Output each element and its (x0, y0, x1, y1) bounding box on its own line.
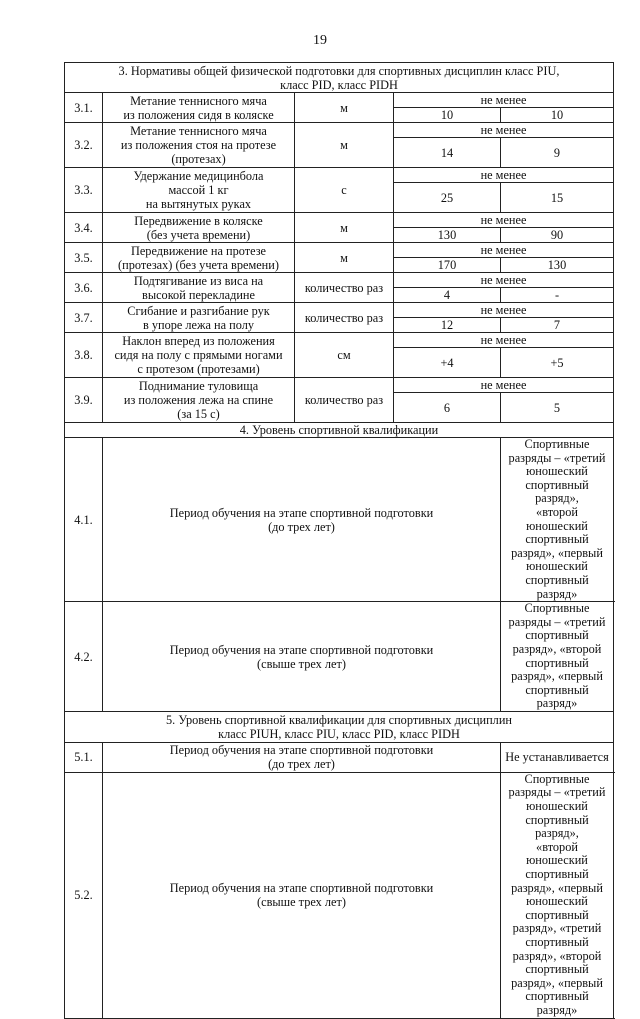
value-2: 7 (501, 318, 614, 333)
value-2: 130 (501, 258, 614, 273)
qualification-requirement-line: спортивный разряд», «второй (512, 628, 602, 656)
exercise-name-line: Передвижение на протезе (130, 243, 267, 258)
section-5-header-title: класс PIUH, класс PIU, класс PID, класс PIDH (218, 726, 460, 741)
training-period (103, 602, 501, 712)
qualification-requirement-line: «второй юношеский спортивный (525, 504, 589, 547)
exercise-name-line: высокой перекладине (142, 287, 255, 302)
norm-row (65, 273, 614, 288)
page-number: 19 (313, 33, 327, 48)
exercise-name-line: (без учета времени) (146, 227, 251, 242)
condition: не менее (394, 93, 614, 108)
condition: не менее (394, 273, 614, 288)
training-period-line: Период обучения на этапе спортивной подготовки (169, 881, 434, 896)
qualification-requirement (501, 602, 614, 712)
exercise-name-line: из положения лежа на спине (123, 393, 274, 407)
row-number: 4.2. (65, 602, 103, 712)
qualification-row (65, 602, 614, 712)
unit: количество раз (295, 303, 394, 333)
exercise-name-line: на вытянутых руках (145, 197, 252, 211)
value-2: 10 (501, 108, 614, 123)
unit: м (295, 123, 394, 168)
qualification-row (65, 772, 614, 1018)
exercise-name-line: Подтягивание из виса на (133, 273, 264, 288)
training-period-line: (свыше трех лет) (257, 895, 346, 910)
exercise-name-line: из положения стоя на протезе (120, 138, 277, 152)
condition: не менее (394, 378, 614, 393)
row-number: 3.1. (65, 93, 103, 123)
row-number: 3.2. (65, 123, 103, 168)
exercise-name-line: Поднимание туловища (138, 379, 259, 393)
qualification-requirement-line: спортивный разряд», «первый (511, 962, 603, 990)
condition: не менее (394, 303, 614, 318)
exercise-name-line: (за 15 с) (177, 407, 220, 421)
exercise-name-line: с протезом (протезами) (137, 362, 260, 376)
norm-row (65, 123, 614, 138)
row-number: 3.4. (65, 213, 103, 243)
section-5-header-cell (65, 711, 614, 742)
exercise-name-line: Передвижение в коляске (134, 213, 263, 228)
unit: см (295, 333, 394, 378)
row-number: 3.6. (65, 273, 103, 303)
exercise-name-line: Наклон вперед из положения (122, 334, 275, 348)
row-number: 3.5. (65, 243, 103, 273)
exercise-name (103, 168, 295, 213)
exercise-name-line: Метание теннисного мяча (130, 124, 267, 138)
qualification-requirement-line: Спортивные разряды – «третий (508, 601, 606, 629)
qualification-requirement-line: разряд», «первый юношеский (511, 880, 603, 909)
exercise-name (103, 93, 295, 123)
qualification-requirement-line: спортивный разряд» (525, 989, 589, 1017)
exercise-name-line: (протезах) (171, 152, 226, 166)
training-period-line: (до трех лет) (268, 519, 335, 534)
qualification-requirement-line: разряд», «первый юношеский (511, 545, 603, 574)
condition: не менее (394, 243, 614, 258)
value-2: 90 (501, 228, 614, 243)
unit: м (295, 93, 394, 123)
qualification-requirement (501, 438, 614, 602)
qualification-requirement-line: спортивный разряд» (525, 572, 589, 601)
qualification-requirement-line: Не устанавливается (505, 749, 609, 764)
qualification-requirement-line: «второй юношеский спортивный (525, 839, 589, 882)
unit: количество раз (295, 273, 394, 303)
exercise-name (103, 243, 295, 273)
qualification-requirement-line: юношеский спортивный разряд», (525, 464, 589, 506)
condition: не менее (394, 123, 614, 138)
value-1: 4 (394, 288, 501, 303)
value-1: 12 (394, 318, 501, 333)
value-2: - (501, 288, 614, 303)
exercise-name (103, 378, 295, 423)
norm-row (65, 213, 614, 228)
exercise-name-line: Удержание медицинбола (133, 169, 264, 183)
exercise-name (103, 333, 295, 378)
value-1: 170 (394, 258, 501, 273)
qualification-requirement-line: Спортивные разряды – «третий (508, 437, 606, 465)
value-1: 6 (394, 393, 501, 423)
row-number: 3.9. (65, 378, 103, 423)
qualification-requirement (501, 742, 614, 772)
exercise-name (103, 123, 295, 168)
row-number: 5.2. (65, 772, 103, 1018)
training-period (103, 742, 501, 772)
training-period-line: (свыше трех лет) (257, 656, 346, 671)
value-1: 25 (394, 183, 501, 213)
section-3-title-line-1: 3. Нормативы общей физической подготовки для спортивных дисциплин класс PIU, (118, 63, 560, 78)
qualification-requirement-line: Спортивные разряды – «третий (508, 772, 606, 800)
norm-row (65, 333, 614, 348)
norm-row (65, 168, 614, 183)
row-number: 3.3. (65, 168, 103, 213)
row-number: 4.1. (65, 438, 103, 602)
exercise-name-line: из положения сидя в коляске (123, 107, 274, 122)
section-5-header-title: 5. Уровень спортивной квалификации для спортивных дисциплин (166, 712, 512, 727)
norm-row (65, 303, 614, 318)
exercise-name-line: (протезах) (без учета времени) (118, 257, 279, 272)
qualification-requirement-line: юношеский спортивный разряд», (525, 799, 589, 841)
section-4-header (65, 423, 614, 438)
section-4-header-cell (65, 423, 614, 438)
value-2: 15 (501, 183, 614, 213)
qualification-requirement-line: спортивный разряд», «первый (511, 655, 603, 684)
exercise-name-line: Метание теннисного мяча (130, 93, 267, 108)
norm-row (65, 93, 614, 108)
qualification-requirement-line: спортивный разряд», «третий (512, 907, 602, 936)
exercise-name (103, 303, 295, 333)
section-4-header-title: 4. Уровень спортивной квалификации (239, 423, 439, 437)
section-3-title-line-2: класс PID, класс PIDH (280, 77, 398, 92)
row-number: 3.7. (65, 303, 103, 333)
exercise-name-line: массой 1 кг (168, 183, 229, 197)
condition: не менее (394, 333, 614, 348)
exercise-name-line: в упоре лежа на полу (142, 317, 255, 332)
value-1: 10 (394, 108, 501, 123)
section-5-header (65, 711, 614, 742)
value-1: 14 (394, 138, 501, 168)
row-number: 3.8. (65, 333, 103, 378)
standards-table (64, 62, 614, 1019)
qualification-requirement (501, 772, 614, 1018)
condition: не менее (394, 168, 614, 183)
condition: не менее (394, 213, 614, 228)
norm-row (65, 378, 614, 393)
exercise-name (103, 273, 295, 303)
exercise-name-line: сидя на полу с прямыми ногами (114, 348, 283, 362)
exercise-name-line: Сгибание и разгибание рук (127, 303, 270, 318)
row-number: 5.1. (65, 742, 103, 772)
qualification-row (65, 742, 614, 772)
qualification-requirement-line: спортивный разряд», «второй (512, 935, 602, 963)
qualification-requirement-line: спортивный разряд» (525, 682, 589, 711)
training-period (103, 438, 501, 602)
training-period-line: Период обучения на этапе спортивной подготовки (169, 505, 434, 520)
value-2: 9 (501, 138, 614, 168)
norm-row (65, 243, 614, 258)
value-1: +4 (394, 348, 501, 378)
training-period (103, 772, 501, 1018)
unit: м (295, 213, 394, 243)
training-period-line: Период обучения на этапе спортивной подготовки (169, 743, 434, 758)
qualification-row (65, 438, 614, 602)
unit: количество раз (295, 378, 394, 423)
training-period-line: (до трех лет) (268, 757, 335, 772)
section-3-header (65, 63, 614, 93)
value-2: +5 (501, 348, 614, 378)
value-2: 5 (501, 393, 614, 423)
exercise-name (103, 213, 295, 243)
unit: м (295, 243, 394, 273)
training-period-line: Период обучения на этапе спортивной подготовки (169, 642, 434, 657)
unit: с (295, 168, 394, 213)
value-1: 130 (394, 228, 501, 243)
